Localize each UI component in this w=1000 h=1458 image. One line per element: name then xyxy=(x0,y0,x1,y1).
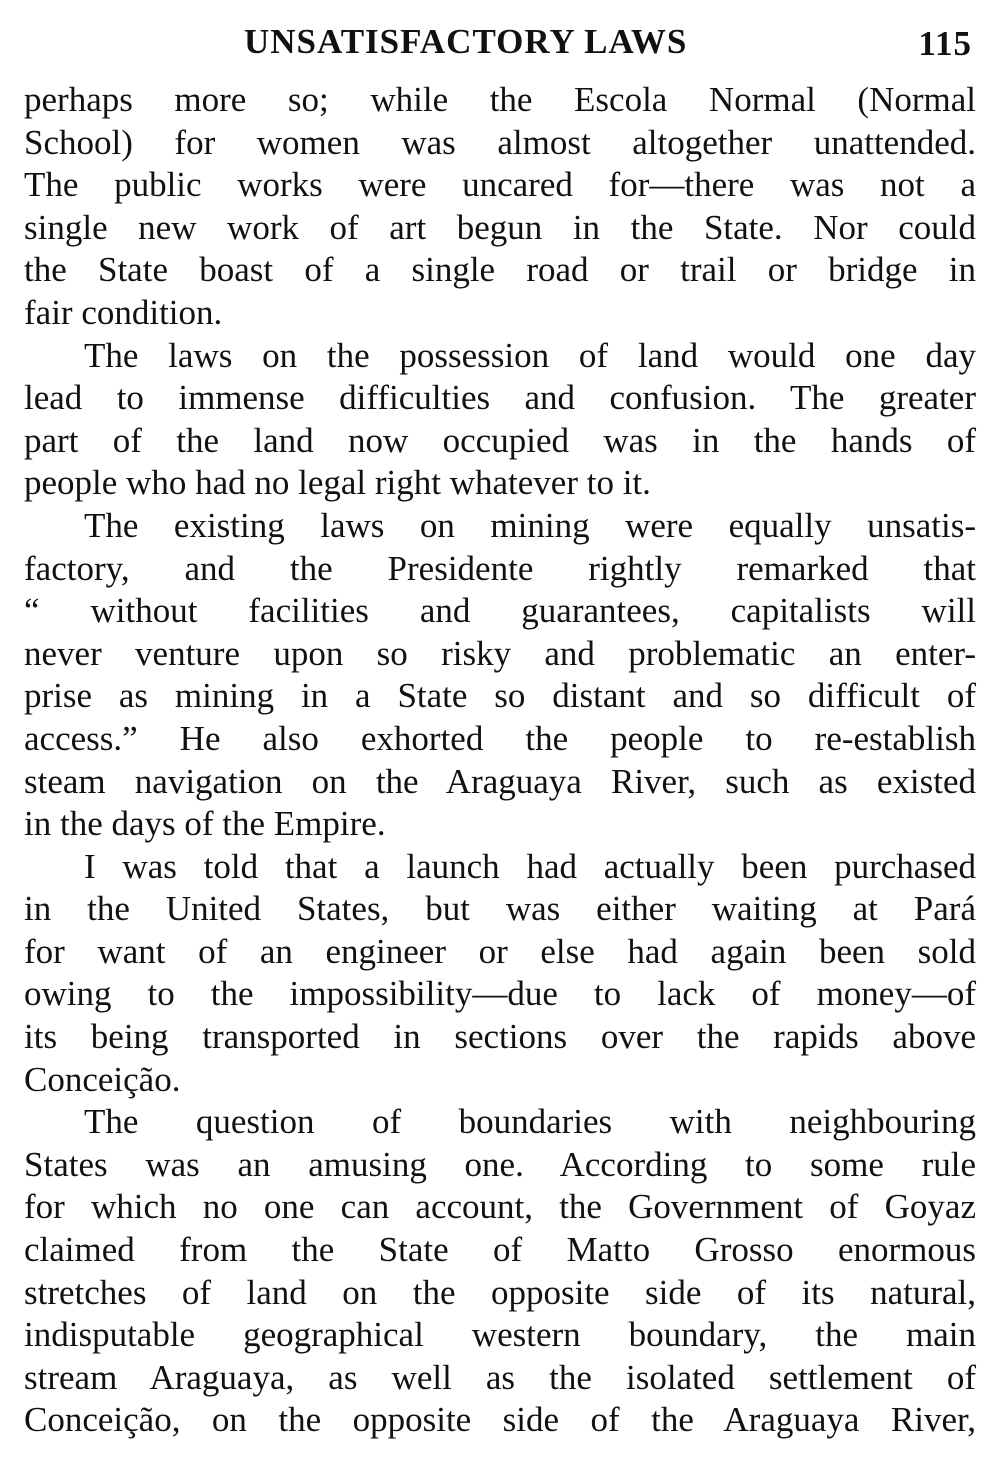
text-line: people who had no legal right whatever to it. xyxy=(24,463,651,503)
running-title: UNSATISFACTORY LAWS xyxy=(244,22,688,61)
paragraph xyxy=(24,505,976,846)
text-line: access.” He also exhorted the people to re-establish xyxy=(24,718,976,758)
text-line: States was an amusing one. According to some rule xyxy=(24,1144,976,1184)
text-line: never venture upon so risky and problematic an enter- xyxy=(24,633,976,673)
text-line: Conceição. xyxy=(24,1059,181,1099)
text-line: fair condition. xyxy=(24,292,223,332)
text-line: The existing laws on mining were equally unsatis- xyxy=(84,505,976,545)
text-line: The laws on the possession of land would one day xyxy=(84,335,976,375)
paragraph xyxy=(24,846,976,1102)
text-line: the State boast of a single road or trail or bridge in xyxy=(24,250,976,290)
text-line: stream Araguaya, as well as the isolated settlement of xyxy=(24,1357,976,1397)
text-line: part of the land now occupied was in the hands of xyxy=(24,420,976,460)
text-line: in the days of the Empire. xyxy=(24,804,386,844)
text-line: for want of an engineer or else had again been sold xyxy=(24,931,976,971)
text-line: I was told that a launch had actually been purchased xyxy=(84,846,976,886)
text-line: prise as mining in a State so distant and so difficult of xyxy=(24,676,976,716)
text-line: The public works were uncared for—there was not a xyxy=(24,165,976,205)
text-line: lead to immense difficulties and confusion. The greater xyxy=(24,378,976,418)
text-line: factory, and the Presidente rightly remarked that xyxy=(24,548,976,588)
text-line: indisputable geographical western boundary, the main xyxy=(24,1315,976,1355)
page-header xyxy=(0,22,1000,66)
text-line: claimed from the State of Matto Grosso enormous xyxy=(24,1230,976,1270)
text-line: perhaps more so; while the Escola Normal (Normal xyxy=(24,80,976,119)
paragraph xyxy=(24,1101,976,1442)
text-line: steam navigation on the Araguaya River, such as existed xyxy=(24,761,976,801)
paragraph xyxy=(24,79,976,335)
page-number: 115 xyxy=(918,24,972,63)
text-line: in the United States, but was either waiting at Pará xyxy=(24,889,976,929)
text-line: owing to the impossibility—due to lack of money—of xyxy=(24,974,976,1014)
text-line: for which no one can account, the Government of Goyaz xyxy=(24,1187,976,1227)
text-line: The question of boundaries with neighbouring xyxy=(84,1102,976,1142)
text-line: School) for women was almost altogether unattended. xyxy=(24,122,976,162)
text-line: “ without facilities and guarantees, capitalists will xyxy=(24,591,976,631)
text-line: single new work of art begun in the State. Nor could xyxy=(24,207,976,247)
body-text xyxy=(24,79,976,1442)
text-line: Conceição, on the opposite side of the Araguaya River, xyxy=(24,1400,976,1440)
paragraph xyxy=(24,335,976,505)
text-line: its being transported in sections over the rapids above xyxy=(24,1017,976,1057)
text-line: stretches of land on the opposite side of its natural, xyxy=(24,1272,976,1312)
